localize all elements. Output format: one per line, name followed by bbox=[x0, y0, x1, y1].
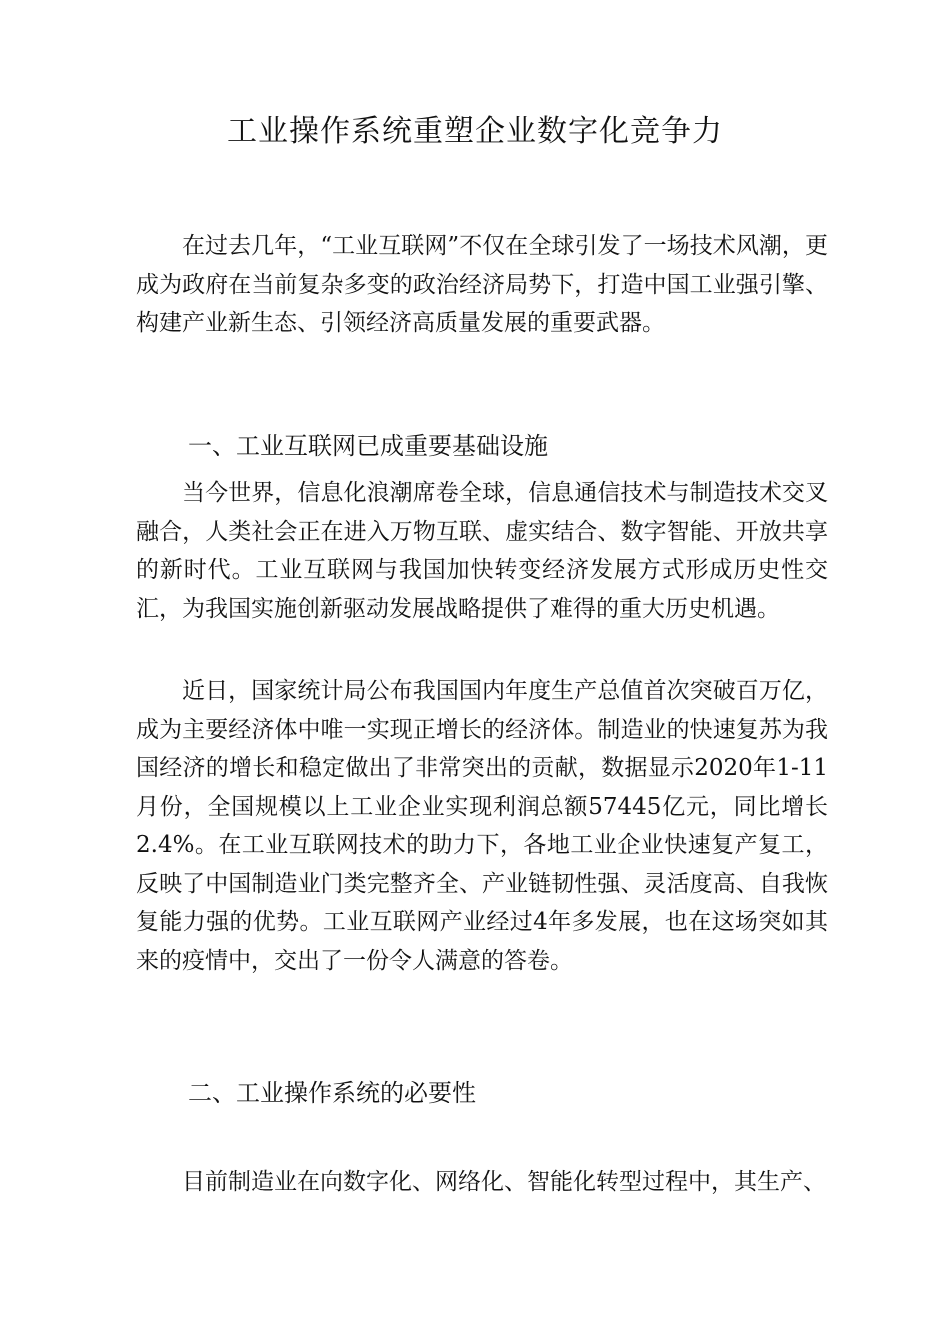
paragraph-intro: 在过去几年，“工业互联网”不仅在全球引发了一场技术风潮，更成为政府在当前复杂多变的政治经济局势下，打造中国工业强引擎、构建产业新生态、引领经济高质量发展的重要武器。 bbox=[136, 233, 828, 336]
section-heading-2: 二、工业操作系统的必要性 bbox=[188, 1079, 476, 1107]
section-heading-1: 一、工业互联网已成重要基础设施 bbox=[188, 432, 548, 460]
paragraph-section2-a: 目前制造业在向数字化、网络化、智能化转型过程中，其生产、 bbox=[182, 1169, 826, 1195]
paragraph-section1-a: 当今世界，信息化浪潮席卷全球，信息通信技术与制造技术交叉融合，人类社会正在进入万物互联、虚实结合、数字智能、开放共享的新时代。工业互联网与我国加快转变经济发展方式形成历史性交汇，为我国实施创新驱动发展战略提供了难得的重大历史机遇。 bbox=[136, 480, 828, 622]
paragraph-section1-b: 近日，国家统计局公布我国国内年度生产总值首次突破百万亿，成为主要经济体中唯一实现正增长的经济体。制造业的快速复苏为我国经济的增长和稳定做出了非常突出的贡献，数据显示2020年1-11月份，全国规模以上工业企业实现利润总额57445亿元，同比增长2.4%。在工业互联网技术的助力下，各地工业企业快速复产复工，反映了中国制造业门类完整齐全、产业链韧性强、灵活度高、自我恢复能力强的优势。工业互联网产业经过4年多发展，也在这场突如其来的疫情中，交出了一份令人满意的答卷。 bbox=[136, 678, 828, 974]
document-title: 工业操作系统重塑企业数字化竞争力 bbox=[227, 114, 723, 149]
